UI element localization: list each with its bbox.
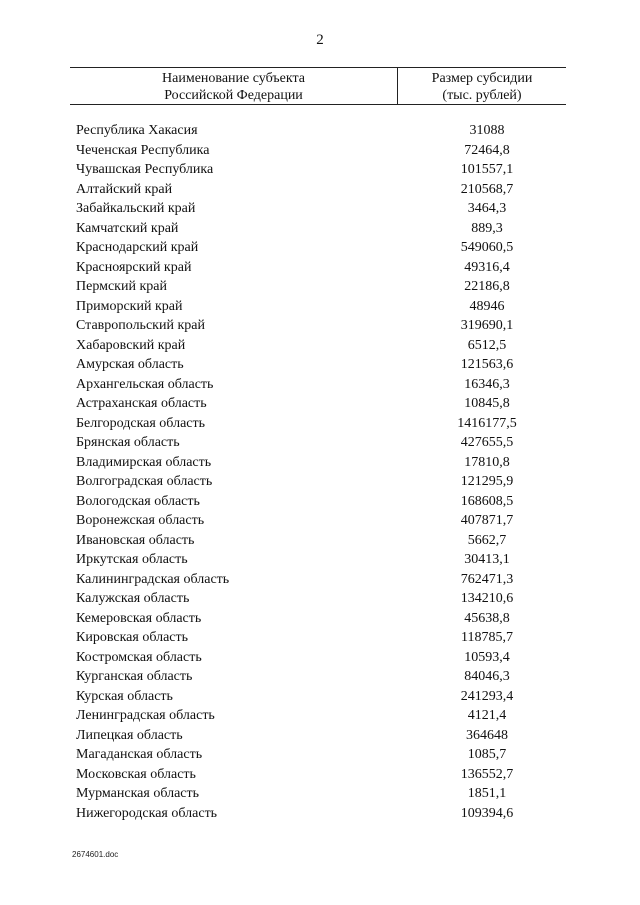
subject-name: Костромская область [76,649,202,665]
subject-name: Калининградская область [76,571,230,587]
subsidy-amount: 72464,8 [464,142,510,158]
table-row [76,784,566,804]
subsidy-amount: 1085,7 [467,747,507,762]
subject-name: Амурская область [76,357,184,372]
subject-name: Алтайский край [76,181,173,197]
table-row [76,316,566,336]
table-row [76,160,566,180]
table-row [76,804,566,824]
subject-name: Краснодарский край [76,240,199,255]
column-header-subsidy-line2: (тыс. рублей) [442,88,522,103]
subject-name: Воронежская область [76,513,205,528]
subsidy-amount: 319690,1 [460,318,514,333]
table-row [76,453,566,473]
subsidy-amount: 17810,8 [464,454,510,470]
subject-name: Ленинградская область [76,708,215,723]
subsidy-amount: 6512,5 [467,337,507,353]
subsidy-amount: 241293,4 [460,688,514,704]
table-row [76,706,566,726]
subsidy-amount: 118785,7 [461,630,513,645]
subject-name: Мурманская область [76,786,200,801]
subject-name: Ивановская область [76,532,195,548]
table-row [76,667,566,687]
subsidy-amount: 549060,5 [460,240,514,255]
column-header-subject-line1: Наименование субъекта [162,71,305,86]
table-row [76,687,566,707]
table-row [76,589,566,609]
subject-name: Белгородская область [76,415,206,431]
subject-name: Липецкая область [76,727,183,743]
subsidy-amount: 84046,3 [464,669,510,684]
table-row [76,628,566,648]
table-row [76,141,566,161]
subsidy-amount: 101557,1 [460,162,514,177]
subject-name: Пермский край [76,279,167,294]
subsidy-amount: 762471,3 [460,571,514,587]
column-header-subject-line2: Российской Федерации [164,88,303,103]
table-row [76,609,566,629]
column-header-subject [70,70,397,104]
subsidy-amount: 22186,8 [464,279,510,294]
subsidy-amount: 121295,9 [460,474,514,489]
subsidy-amount: 3464,3 [467,201,507,216]
table-row [76,219,566,239]
subsidy-amount: 121563,6 [460,357,514,372]
subsidy-amount: 210568,7 [460,181,514,197]
subject-name: Магаданская область [76,747,203,762]
column-header-subsidy [398,70,566,104]
subject-name: Забайкальский край [76,201,196,216]
subject-name: Камчатский край [76,220,179,236]
table-row [76,765,566,785]
subject-name: Нижегородская область [76,805,218,821]
table-row [76,394,566,414]
column-header-subsidy-line1: Размер субсидии [431,71,533,86]
subject-name: Чеченская Республика [76,142,210,158]
subject-name: Ставропольский край [76,318,205,333]
table-row [76,531,566,551]
subsidy-amount: 4121,4 [467,708,507,723]
table-row [76,511,566,531]
subsidy-amount: 889,3 [471,220,503,236]
subsidy-amount: 31088 [469,123,505,138]
subject-name: Владимирская область [76,454,212,470]
table-row [76,375,566,395]
table-row [76,414,566,434]
subject-name: Кировская область [76,630,189,645]
subsidy-amount: 5662,7 [467,532,507,548]
table-row [76,199,566,219]
subject-name: Астраханская область [76,396,207,411]
table-row [76,726,566,746]
subject-name: Калужская область [76,591,190,606]
subject-name: Волгоградская область [76,474,213,489]
subsidy-amount: 49316,4 [464,259,510,275]
subsidy-amount: 16346,3 [464,376,510,392]
table-row [76,277,566,297]
subsidy-amount: 10593,4 [464,649,510,665]
subject-name: Вологодская область [76,493,200,509]
subject-name: Брянская область [76,435,180,450]
table-row [76,336,566,356]
subsidy-table-body [76,121,566,823]
subsidy-amount: 48946 [469,298,505,314]
subsidy-amount: 1851,1 [467,786,507,801]
subject-name: Курская область [76,688,173,704]
subsidy-amount: 136552,7 [460,766,514,782]
table-row [76,550,566,570]
table-row [76,570,566,590]
subject-name: Красноярский край [76,259,192,275]
subsidy-amount: 427655,5 [460,435,514,450]
subsidy-amount: 134210,6 [460,591,514,606]
subsidy-amount: 10845,8 [464,396,510,411]
subject-name: Приморский край [76,298,183,314]
subsidy-amount: 109394,6 [460,805,514,821]
subject-name: Московская область [76,766,196,782]
table-row [76,433,566,453]
page-number: 2 [316,32,324,48]
table-row [76,297,566,317]
subject-name: Республика Хакасия [76,123,198,138]
subsidy-amount: 364648 [466,727,508,743]
subsidy-amount: 407871,7 [460,513,514,528]
table-row [76,238,566,258]
document-file-code: 2674601.doc [72,850,119,859]
table-row [76,121,566,141]
table-row [76,745,566,765]
subject-name: Иркутская область [76,552,188,567]
subject-name: Чувашская Республика [76,162,214,177]
table-row [76,648,566,668]
table-row [76,492,566,512]
subject-name: Хабаровский край [76,337,186,353]
subject-name: Кемеровская область [76,610,202,626]
subsidy-amount: 168608,5 [460,493,514,509]
subsidy-amount: 1416177,5 [457,415,517,431]
subject-name: Архангельская область [76,376,214,392]
table-row [76,472,566,492]
subject-name: Курганская область [76,669,193,684]
table-row [76,258,566,278]
table-row [76,355,566,375]
table-row [76,180,566,200]
subsidy-amount: 45638,8 [464,610,510,626]
table-header [70,67,566,105]
subsidy-amount: 30413,1 [464,552,510,567]
